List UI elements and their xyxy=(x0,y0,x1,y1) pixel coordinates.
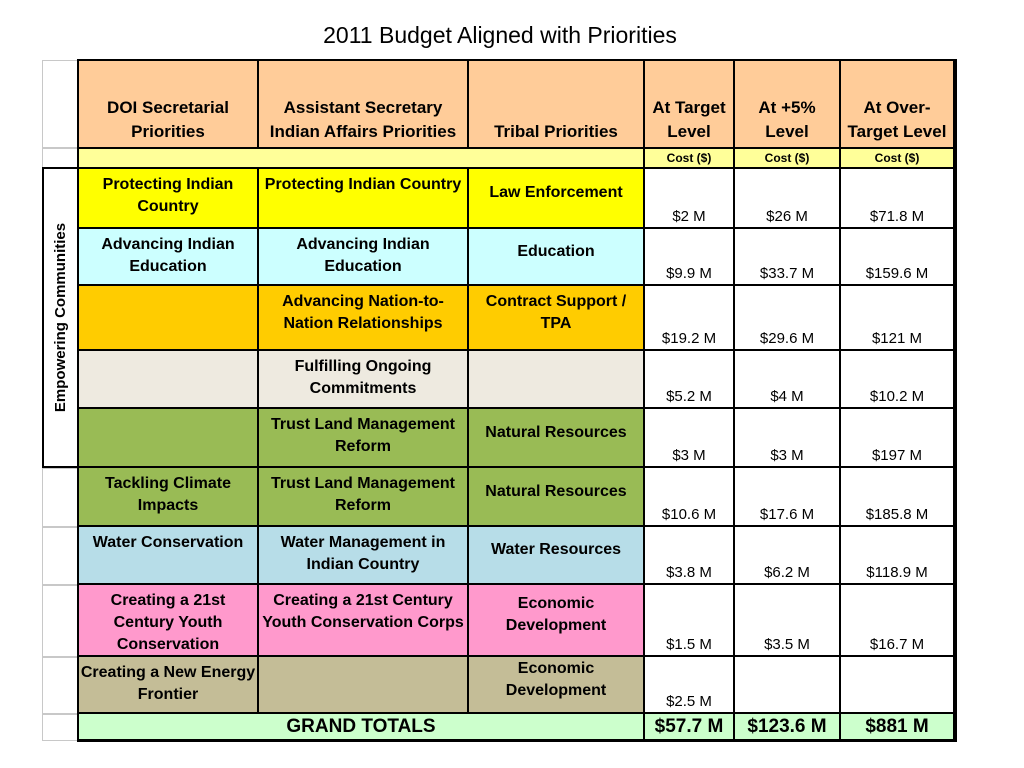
page-title: 2011 Budget Aligned with Priorities xyxy=(323,22,677,48)
cost-row-blank xyxy=(79,149,645,169)
row-8-over: $16.7 M xyxy=(841,585,955,657)
row-7-over: $118.9 M xyxy=(841,527,955,585)
row-6-plus5: $17.6 M xyxy=(735,468,841,527)
row-6-tribal: Natural Resources xyxy=(469,468,645,527)
cost-label-target: Cost ($) xyxy=(645,149,735,169)
header-target: At Target Level xyxy=(645,61,735,149)
row-3-over: $121 M xyxy=(841,286,955,351)
empowering-communities-label: Empowering Communities xyxy=(52,222,70,413)
grand-total-target: $57.7 M xyxy=(645,714,735,741)
header-over: At Over-Target Level xyxy=(841,61,955,149)
row-1-tribal: Law Enforcement xyxy=(469,169,645,229)
header-asia: Assistant Secretary Indian Affairs Priorities xyxy=(259,61,469,149)
row-2-tribal: Education xyxy=(469,229,645,286)
row-2-over: $159.6 M xyxy=(841,229,955,286)
grand-totals-label: GRAND TOTALS xyxy=(79,714,645,741)
row-3-doi xyxy=(79,286,259,351)
row-3-target: $19.2 M xyxy=(645,286,735,351)
row-8-asia: Creating a 21st Century Youth Conservation Corps xyxy=(259,585,469,657)
row-4-tribal xyxy=(469,351,645,409)
row-5-asia: Trust Land Management Reform xyxy=(259,409,469,468)
row-8-tribal: Economic Development xyxy=(469,585,645,657)
row-8-doi: Creating a 21st Century Youth Conservation xyxy=(79,585,259,657)
cost-label-plus5: Cost ($) xyxy=(735,149,841,169)
row-9-target: $2.5 M xyxy=(645,657,735,714)
row-9-tribal: Economic Development xyxy=(469,657,645,714)
row-7-target: $3.8 M xyxy=(645,527,735,585)
grand-total-plus5: $123.6 M xyxy=(735,714,841,741)
row-7-asia: Water Management in Indian Country xyxy=(259,527,469,585)
grand-total-over: $881 M xyxy=(841,714,955,741)
row-1-over: $71.8 M xyxy=(841,169,955,229)
row-9-doi: Creating a New Energy Frontier xyxy=(79,657,259,714)
row-3-asia: Advancing Nation-to-Nation Relationships xyxy=(259,286,469,351)
row-1-plus5: $26 M xyxy=(735,169,841,229)
row-5-tribal: Natural Resources xyxy=(469,409,645,468)
row-3-tribal: Contract Support / TPA xyxy=(469,286,645,351)
row-6-asia: Trust Land Management Reform xyxy=(259,468,469,527)
header-plus5: At +5% Level xyxy=(735,61,841,149)
row-1-doi: Protecting Indian Country xyxy=(79,169,259,229)
row-7-doi: Water Conservation xyxy=(79,527,259,585)
cost-label-over: Cost ($) xyxy=(841,149,955,169)
row-1-target: $2 M xyxy=(645,169,735,229)
row-2-doi: Advancing Indian Education xyxy=(79,229,259,286)
row-5-over: $197 M xyxy=(841,409,955,468)
row-5-target: $3 M xyxy=(645,409,735,468)
row-5-plus5: $3 M xyxy=(735,409,841,468)
row-6-target: $10.6 M xyxy=(645,468,735,527)
row-2-plus5: $33.7 M xyxy=(735,229,841,286)
row-9-plus5 xyxy=(735,657,841,714)
row-2-target: $9.9 M xyxy=(645,229,735,286)
row-1-asia: Protecting Indian Country xyxy=(259,169,469,229)
row-4-asia: Fulfilling Ongoing Commitments xyxy=(259,351,469,409)
header-tribal: Tribal Priorities xyxy=(469,61,645,149)
row-8-target: $1.5 M xyxy=(645,585,735,657)
row-6-over: $185.8 M xyxy=(841,468,955,527)
row-9-over xyxy=(841,657,955,714)
row-4-target: $5.2 M xyxy=(645,351,735,409)
row-7-tribal: Water Resources xyxy=(469,527,645,585)
row-7-plus5: $6.2 M xyxy=(735,527,841,585)
header-doi: DOI Secretarial Priorities xyxy=(79,61,259,149)
row-9-asia xyxy=(259,657,469,714)
row-2-asia: Advancing Indian Education xyxy=(259,229,469,286)
row-6-doi: Tackling Climate Impacts xyxy=(79,468,259,527)
row-4-doi xyxy=(79,351,259,409)
row-5-doi xyxy=(79,409,259,468)
row-3-plus5: $29.6 M xyxy=(735,286,841,351)
row-4-plus5: $4 M xyxy=(735,351,841,409)
row-8-plus5: $3.5 M xyxy=(735,585,841,657)
row-4-over: $10.2 M xyxy=(841,351,955,409)
